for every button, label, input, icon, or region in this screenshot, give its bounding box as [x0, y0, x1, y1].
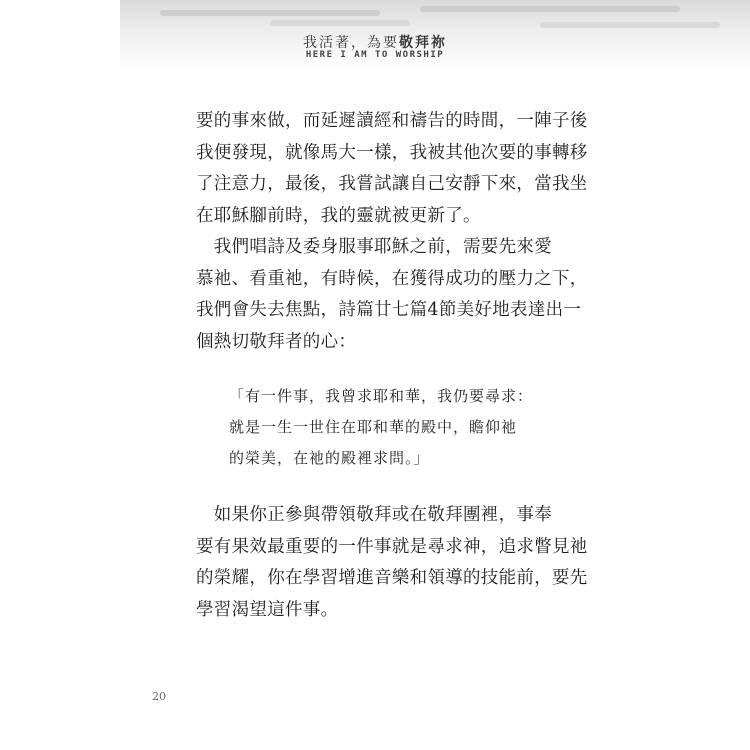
text-line: 個熱切敬拜者的心： [196, 331, 357, 352]
text-line: 我們唱詩及委身服事耶穌之前，需要先來愛 [196, 237, 552, 257]
paragraph-3 [196, 500, 588, 626]
text-line: 慕祂、看重祂，有時候，在獲得成功的壓力之下， [196, 268, 588, 289]
quote-line: 就是一生一世住在耶和華的殿中，瞻仰祂 [229, 418, 518, 436]
paragraph-2 [196, 232, 588, 358]
scripture-quote [229, 381, 549, 474]
text-line: 我們會失去焦點，詩篇廿七篇4節美好地表達出一 [196, 300, 582, 320]
paragraph-1 [196, 106, 588, 232]
text-line: 了注意力，最後，我嘗試讓自己安靜下來，當我坐 [196, 174, 588, 194]
quote-line: 的榮美，在祂的殿裡求問。」 [229, 449, 430, 467]
text-line: 在耶穌腳前時，我的靈就被更新了。 [196, 205, 481, 226]
text-line: 我便發現，就像馬大一樣，我被其他次要的事轉移 [196, 142, 588, 163]
text-line: 如果你正參與帶領敬拜或在敬拜團裡，事奉 [196, 505, 552, 525]
header-title-part1: 我活著，為要 [303, 35, 399, 51]
running-header-title [0, 32, 750, 52]
header-title-part2: 敬拜祢 [399, 35, 447, 51]
text-line: 要有果效最重要的一件事就是尋求神，追求瞥見祂 [196, 536, 588, 557]
text-line: 學習渴望這件事。 [196, 599, 339, 620]
text-line: 要的事來做，而延遲讀經和禱告的時間，一陣子後 [196, 111, 588, 131]
quote-line: 「有一件事，我曾求耶和華，我仍要尋求： [229, 387, 534, 405]
page-number: 20 [152, 690, 166, 703]
running-header-subtitle: HERE I AM TO WORSHIP [305, 50, 445, 60]
text-line: 的榮耀，你在學習增進音樂和領導的技能前，要先 [196, 568, 588, 588]
